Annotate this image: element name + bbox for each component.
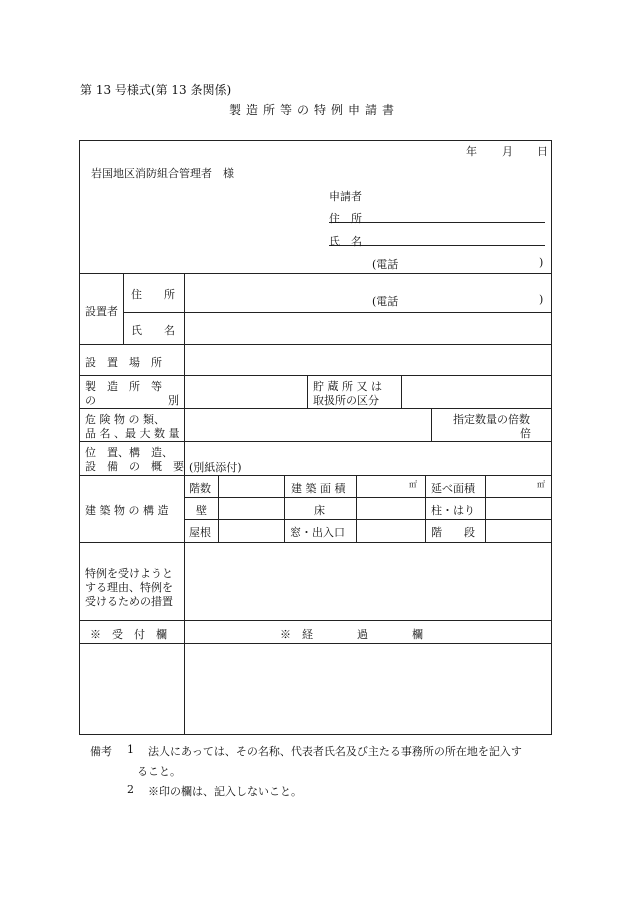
applicant-address-label: 住 所 (329, 212, 362, 225)
building-structure-label: 建 築 物 の 構 造 (85, 504, 169, 517)
date-year-label: 年 (466, 145, 477, 158)
designated-qty-unit: 倍 (520, 427, 531, 440)
installer-label: 設置者 (85, 305, 118, 318)
note-2-text: ※印の欄は、記入しないこと。 (148, 785, 302, 798)
designated-qty-label: 指定数量の倍数 (453, 413, 530, 426)
storage-type-line2: 取扱所の区分 (313, 394, 379, 407)
reason-line1: 特例を受けようと (85, 567, 173, 580)
hazmat-line1: 危 険 物 の 類、 (85, 413, 165, 426)
total-floor-area-label: 延べ面積 (431, 482, 475, 495)
form-number: 第 13 号様式(第 13 条関係) (80, 83, 232, 97)
facility-type-line2-right: 別 (168, 394, 179, 407)
date-month-label: 月 (502, 145, 513, 158)
location-structure-line1: 位 置、構 造、 (85, 446, 173, 459)
note-1-text-line2: ること。 (137, 765, 181, 778)
reason-line2: する理由、特例を (85, 581, 173, 594)
stairs-label: 階 段 (431, 526, 475, 539)
hazmat-line2: 品 名 、最 大 数 量 (85, 427, 180, 440)
installer-name-label: 氏 名 (131, 324, 175, 337)
installer-phone-close: ) (539, 293, 544, 306)
date-day-label: 日 (537, 145, 548, 158)
location-structure-line2: 設 備 の 概 要 (85, 460, 184, 473)
note-2-number: 2 (127, 783, 134, 796)
floors-label: 階数 (189, 482, 211, 495)
facility-type-line2-left: の (85, 394, 96, 407)
building-area-label: 建 築 面 積 (291, 482, 346, 495)
storage-type-line1: 貯 蔵 所 又 は (313, 380, 382, 393)
total-area-unit: ㎡ (537, 480, 545, 489)
progress-label: ※ 経 過 欄 (280, 628, 423, 641)
facility-type-line1: 製 造 所 等 (85, 380, 162, 393)
notes-label: 備考 (90, 745, 112, 758)
reason-line3: 受けるための措置 (85, 595, 173, 608)
roof-label: 屋根 (189, 526, 211, 539)
area-unit: ㎡ (409, 480, 417, 489)
wall-label: 壁 (196, 504, 207, 517)
applicant-label: 申請者 (329, 190, 362, 203)
form-title: 製造所等の特例申請書 (229, 103, 400, 117)
window-entrance-label: 窓・出入口 (290, 526, 345, 539)
applicant-name-label: 氏 名 (329, 235, 362, 248)
attached-note: (別紙添付) (189, 461, 242, 474)
applicant-phone-close: ) (539, 256, 544, 269)
floor-label: 床 (314, 504, 325, 517)
installer-phone-label: (電話 (372, 295, 399, 308)
reception-label: ※ 受 付 欄 (90, 628, 167, 641)
note-1-number: 1 (127, 743, 134, 756)
applicant-phone-label: (電話 (372, 258, 399, 271)
installer-address-label: 住 所 (131, 288, 175, 301)
pillar-beam-label: 柱・はり (431, 504, 475, 517)
note-1-text-line1: 法人にあっては、その名称、代表者氏名及び主たる事務所の所在地を記入す (148, 745, 522, 758)
addressee: 岩国地区消防組合管理者 様 (91, 167, 234, 180)
install-location-label: 設 置 場 所 (85, 356, 162, 369)
